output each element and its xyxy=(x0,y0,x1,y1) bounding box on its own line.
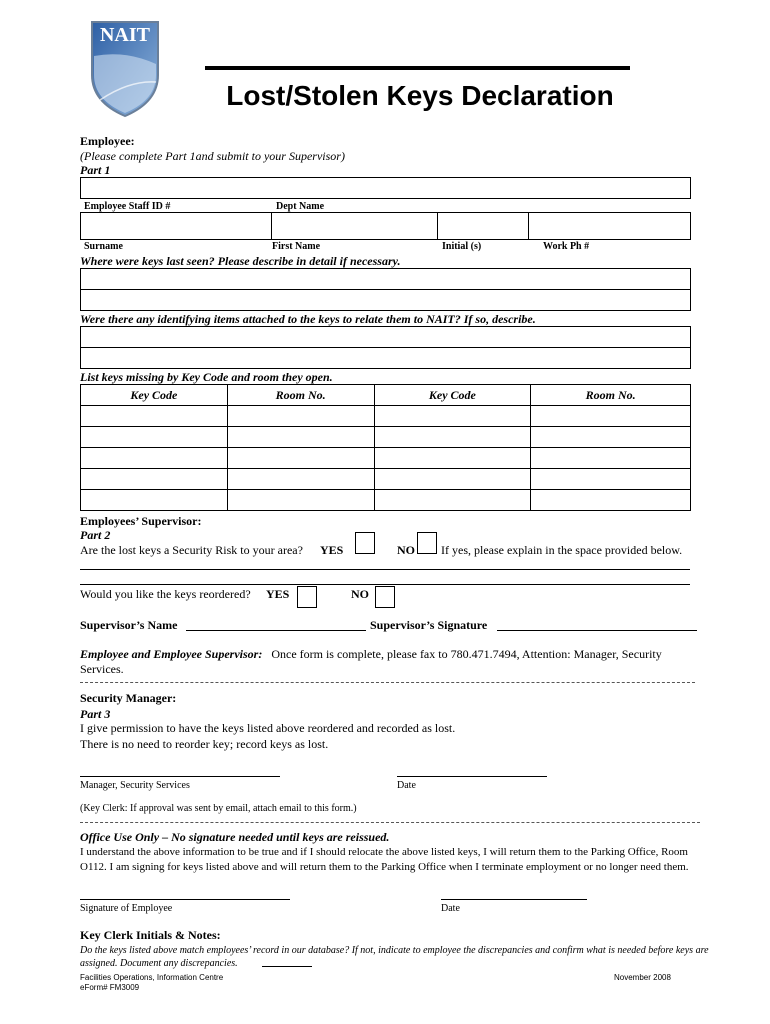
supervisor-heading: Employees’ Supervisor: xyxy=(80,514,202,528)
table-cell[interactable] xyxy=(81,490,228,511)
key-clerk-note: (Key Clerk: If approval was sent by email, attach email to this form.) xyxy=(80,803,357,814)
employee-signature-line[interactable] xyxy=(80,899,290,900)
table-cell[interactable] xyxy=(374,469,531,490)
manager-signature-line[interactable] xyxy=(80,776,280,777)
fax-text: Once form is complete, please fax to 780.471.7494, Attention: Manager, Security Services. xyxy=(80,647,662,676)
table-cell[interactable] xyxy=(374,490,531,511)
table-cell[interactable] xyxy=(531,490,691,511)
table-cell[interactable] xyxy=(227,448,374,469)
permission-line-1: I give permission to have the keys listed above reordered and recorded as lost. xyxy=(80,721,456,735)
table-cell[interactable] xyxy=(374,448,531,469)
table-cell[interactable] xyxy=(227,490,374,511)
identifying-question: Were there any identifying items attached to the keys to relate them to NAIT? If so, describe. xyxy=(80,312,536,326)
identifying-field-2[interactable] xyxy=(80,347,691,369)
list-keys-question: List keys missing by Key Code and room they open. xyxy=(80,370,333,384)
table-cell[interactable] xyxy=(531,427,691,448)
part3-label: Part 3 xyxy=(80,707,111,721)
identifying-field-1[interactable] xyxy=(80,326,691,348)
part1-label: Part 1 xyxy=(80,163,111,177)
staff-id-label: Employee Staff ID # xyxy=(84,201,171,212)
reorder-yes-label: YES xyxy=(266,587,290,601)
last-seen-field-2[interactable] xyxy=(80,289,691,311)
table-row xyxy=(81,406,691,427)
footer-date: November 2008 xyxy=(614,973,671,982)
work-ph-field[interactable] xyxy=(528,212,691,240)
footer-dept: Facilities Operations, Information Centre xyxy=(80,973,224,982)
part1-instruction: (Please complete Part 1and submit to your Supervisor) xyxy=(80,149,345,163)
security-risk-question: Are the lost keys a Security Risk to your area? xyxy=(80,543,303,557)
first-name-label: First Name xyxy=(272,241,321,252)
key-clerk-heading: Key Clerk Initials & Notes: xyxy=(80,928,221,942)
table-cell[interactable] xyxy=(374,406,531,427)
fax-lead: Employee and Employee Supervisor: xyxy=(80,647,263,661)
reorder-no-label: NO xyxy=(351,587,369,601)
employee-date-line[interactable] xyxy=(441,899,587,900)
supervisor-signature-line[interactable] xyxy=(497,630,697,631)
supervisor-signature-label: Supervisor’s Signature xyxy=(370,618,488,632)
divider xyxy=(80,682,695,683)
keys-table xyxy=(80,384,691,511)
permission-line-2: There is no need to reorder key; record keys as lost. xyxy=(80,737,329,751)
table-row xyxy=(81,490,691,511)
office-use-text: I understand the above information to be true and if I should relocate the above listed keys, I will return them to the Parking Office, Room O112. I am signing for keys listed above and will return them to the Parking Office when I terminate employment or no longer need them. xyxy=(80,846,689,873)
part2-label: Part 2 xyxy=(80,528,111,542)
table-row xyxy=(81,448,691,469)
if-yes-instruction: If yes, please explain in the space provided below. xyxy=(441,543,683,557)
table-cell[interactable] xyxy=(531,406,691,427)
table-header-cell: Key Code xyxy=(81,385,228,406)
divider xyxy=(80,822,700,823)
table-cell[interactable] xyxy=(374,427,531,448)
explain-line-2[interactable] xyxy=(80,584,690,585)
logo-text: NAIT xyxy=(99,24,150,46)
table-cell[interactable] xyxy=(81,427,228,448)
security-yes-label: YES xyxy=(320,543,344,557)
initials-label: Initial (s) xyxy=(442,241,482,252)
reorder-yes-checkbox[interactable] xyxy=(297,586,317,608)
table-cell[interactable] xyxy=(531,469,691,490)
manager-signature-label: Manager, Security Services xyxy=(80,780,190,791)
surname-label: Surname xyxy=(84,241,123,252)
title-rule xyxy=(205,66,630,70)
reorder-no-checkbox[interactable] xyxy=(375,586,395,608)
table-cell[interactable] xyxy=(81,448,228,469)
table-header-cell: Room No. xyxy=(531,385,691,406)
table-cell[interactable] xyxy=(81,406,228,427)
discrepancies-line[interactable] xyxy=(262,966,312,967)
footer-form-number: eForm# FM3009 xyxy=(80,983,140,992)
table-cell[interactable] xyxy=(531,448,691,469)
table-cell[interactable] xyxy=(227,469,374,490)
fax-instructions xyxy=(80,647,700,677)
surname-field[interactable] xyxy=(80,212,272,240)
table-cell[interactable] xyxy=(227,406,374,427)
security-no-checkbox[interactable] xyxy=(417,532,437,554)
key-clerk-text: Do the keys listed above match employees’ record in our database? If not, indicate to employee the discrepancies and confirm what is needed before keys are assigned. Document any discrepancies. xyxy=(80,945,709,969)
nait-logo xyxy=(90,20,160,118)
first-name-field[interactable] xyxy=(271,212,438,240)
table-header-cell: Room No. xyxy=(227,385,374,406)
employee-heading: Employee: xyxy=(80,134,135,148)
reorder-question: Would you like the keys reordered? xyxy=(80,587,251,601)
table-cell[interactable] xyxy=(81,469,228,490)
supervisor-name-line[interactable] xyxy=(186,630,366,631)
table-header-cell: Key Code xyxy=(374,385,531,406)
initials-field[interactable] xyxy=(437,212,529,240)
supervisor-name-label: Supervisor’s Name xyxy=(80,618,178,632)
office-use-heading: Office Use Only – No signature needed until keys are reissued. xyxy=(80,830,390,844)
security-manager-heading: Security Manager: xyxy=(80,691,177,705)
staff-id-dept-field[interactable] xyxy=(80,177,691,199)
table-cell[interactable] xyxy=(227,427,374,448)
explain-line-1[interactable] xyxy=(80,569,690,570)
security-yes-checkbox[interactable] xyxy=(355,532,375,554)
page-title: Lost/Stolen Keys Declaration xyxy=(226,80,614,111)
employee-date-label: Date xyxy=(441,903,460,914)
last-seen-field-1[interactable] xyxy=(80,268,691,290)
table-row xyxy=(81,427,691,448)
last-seen-question: Where were keys last seen? Please describe in detail if necessary. xyxy=(80,254,401,268)
manager-date-line[interactable] xyxy=(397,776,547,777)
work-ph-label: Work Ph # xyxy=(543,241,590,252)
employee-signature-label: Signature of Employee xyxy=(80,903,173,914)
dept-label: Dept Name xyxy=(276,201,325,212)
table-row xyxy=(81,469,691,490)
table-header-row xyxy=(81,385,691,406)
security-no-label: NO xyxy=(397,543,415,557)
manager-date-label: Date xyxy=(397,780,416,791)
